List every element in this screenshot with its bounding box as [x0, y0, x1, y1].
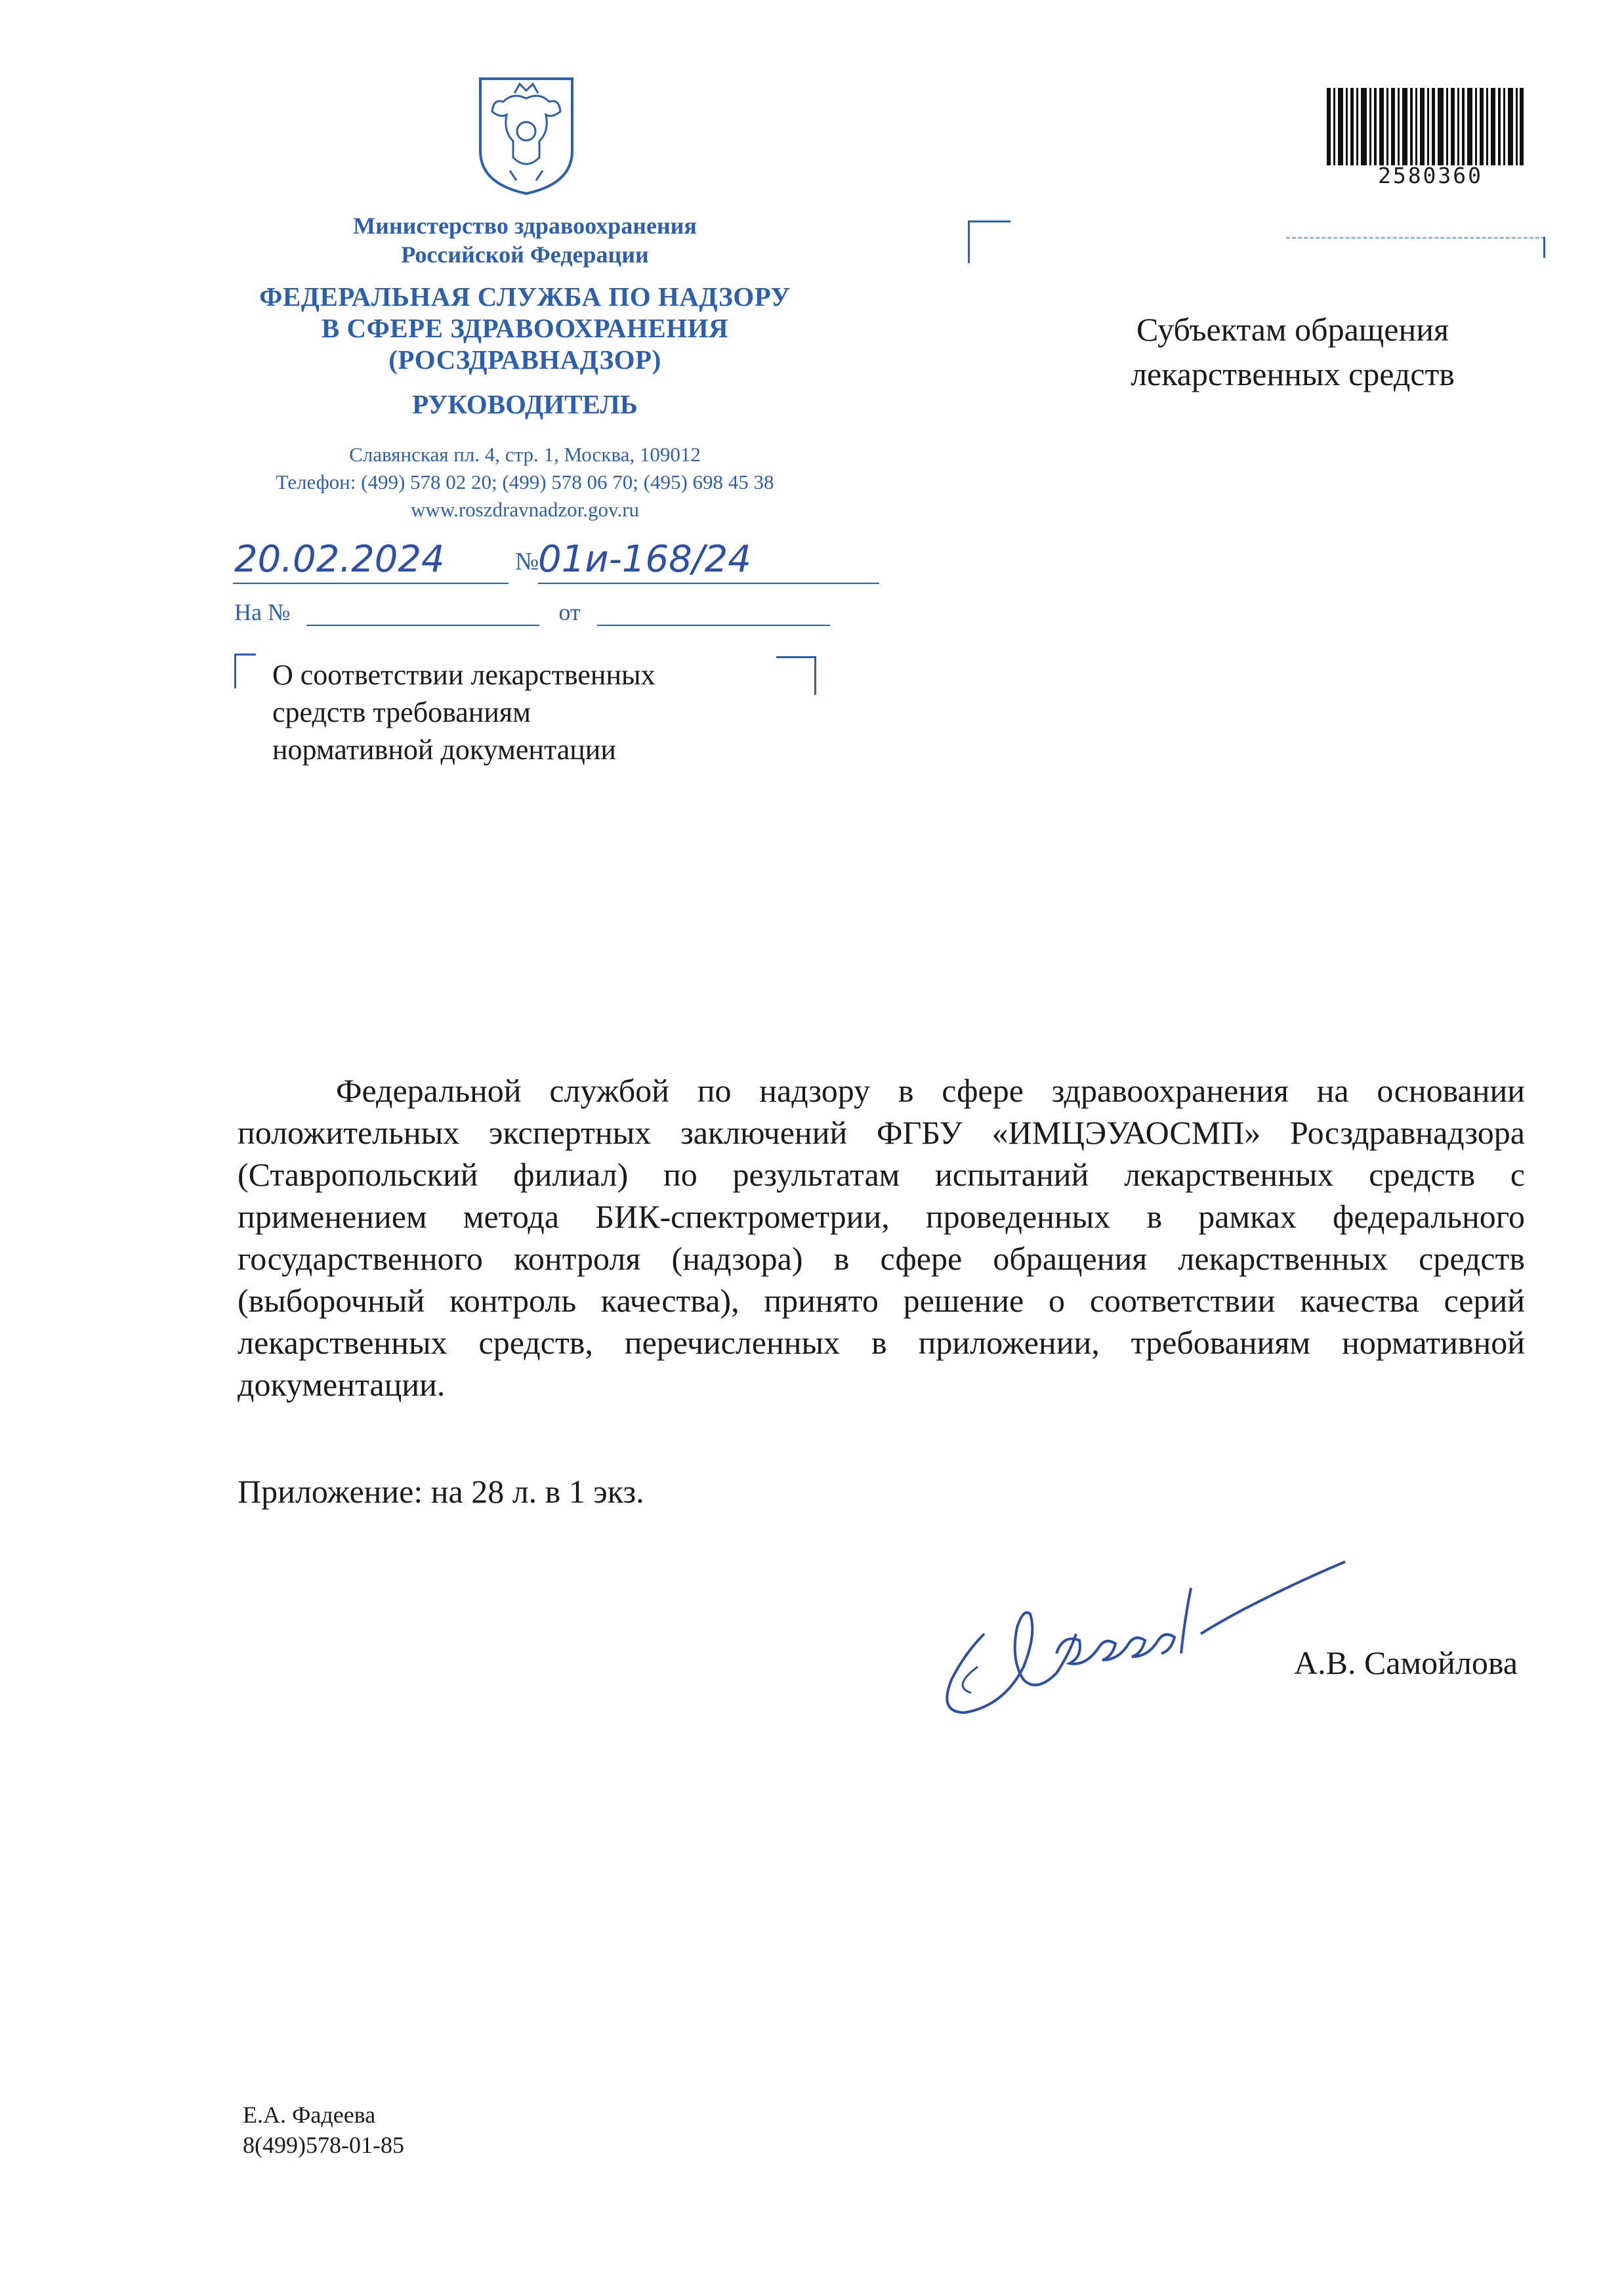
website-link[interactable]: www.roszdravnadzor.gov.ru: [410, 498, 640, 521]
barcode: [1327, 88, 1524, 165]
body-paragraph: Федеральной службой по надзору в сфере здравоохранения на основании положительных экспертных заключений ФГБУ «ИМЦЭУАОСМП» Росздравнадзора (Ставропольский филиал) по результатам испытаний лекарственных средств с применением метода БИК-спектрометрии, проведенных в рамках федерального государственного контроля (надзора) в сфере обращения лекарственных средств (выборочный контроль качества), принято решение о соответствии качества серий лекарственных средств, перечисленных в приложении, требованиям нормативной документации.: [238, 1072, 1525, 1403]
service-name: [197, 281, 853, 375]
executor-block: [243, 2100, 404, 2160]
reference-number-field: [306, 602, 539, 626]
date-underline: [233, 583, 509, 584]
registration-line: [233, 537, 889, 596]
service-line-3: (РОСЗДРАВНАДЗОР): [388, 344, 661, 375]
recipient-dashed-line: [1286, 237, 1545, 239]
subject-block: [272, 656, 656, 768]
reference-row: [234, 598, 830, 626]
reference-label: На №: [234, 599, 291, 625]
recipient-block: [1063, 307, 1522, 396]
position-title: РУКОВОДИТЕЛЬ: [412, 389, 638, 419]
subject-corner-right: [776, 656, 816, 695]
ministry-name: [197, 211, 853, 269]
subject-corner-left: [234, 654, 256, 688]
from-label: от: [558, 599, 581, 625]
handwritten-signature: [925, 1516, 1358, 1732]
coat-of-arms-emblem: [474, 72, 579, 197]
phones: Телефон: (499) 578 02 20; (499) 578 06 70; (495) 698 45 38: [276, 470, 774, 493]
signer-name: А.В. Самойлова: [1294, 1644, 1518, 1681]
subject-line-2: средств требованиям: [272, 696, 531, 728]
number-sign: №: [515, 548, 539, 575]
registration-date: 20.02.2024: [234, 538, 445, 581]
recipient-line-2: лекарственных средств: [1131, 356, 1455, 392]
recipient-line-1: Субъектам обращения: [1136, 311, 1449, 348]
barcode-number: 2580360: [1377, 163, 1484, 188]
contact-block: [197, 441, 853, 524]
registration-number: 01и-168/24: [538, 538, 751, 581]
subject-line-3: нормативной документации: [272, 734, 616, 766]
executor-name: Е.А. Фадеева: [243, 2102, 376, 2128]
service-line-1: ФЕДЕРАЛЬНАЯ СЛУЖБА ПО НАДЗОРУ: [259, 281, 791, 312]
letter-body: [238, 1070, 1525, 1405]
recipient-corner-left: [968, 220, 1010, 263]
ministry-line-1: Министерство здравоохранения: [353, 213, 697, 239]
attachment-note: Приложение: на 28 л. в 1 экз.: [238, 1473, 644, 1510]
ministry-line-2: Российской Федерации: [401, 241, 649, 268]
address: Славянская пл. 4, стр. 1, Москва, 109012: [349, 443, 701, 466]
reference-date-field: [597, 602, 830, 626]
number-underline: [538, 583, 879, 584]
executor-phone: 8(499)578-01-85: [243, 2132, 404, 2158]
subject-line-1: О соответствии лекарственных: [272, 659, 656, 691]
service-line-2: В СФЕРЕ ЗДРАВООХРАНЕНИЯ: [321, 313, 729, 343]
recipient-corner-right: [1543, 237, 1547, 258]
